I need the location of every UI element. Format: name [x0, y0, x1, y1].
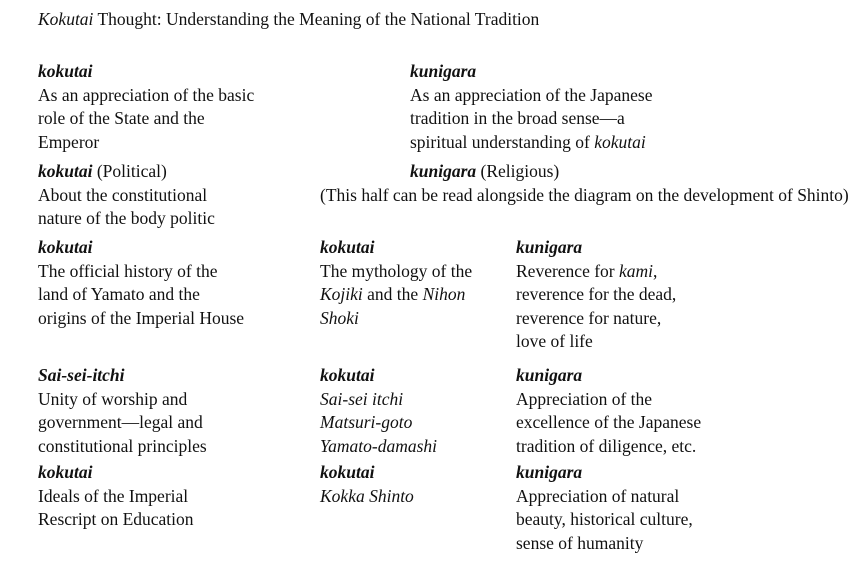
- row2-left-heading: [38, 160, 215, 184]
- row3-right-comma: ,: [653, 260, 658, 281]
- row5-right-heading: kunigara: [516, 462, 583, 482]
- row3-middle-line2: [320, 283, 472, 307]
- row3-left-heading: kokutai: [38, 237, 93, 257]
- row4-right-heading: kunigara: [516, 365, 583, 385]
- row3-right-line1: [516, 260, 676, 284]
- row5-middle-cell: [320, 461, 414, 508]
- row2-right-heading-term: kunigara: [410, 161, 477, 181]
- row4-middle-cell: [320, 364, 437, 458]
- row5-middle-heading: kokutai: [320, 462, 375, 482]
- row5-left-cell: [38, 461, 194, 532]
- row3-right-line1-plain: Reverence for: [516, 260, 619, 281]
- row4-left-cell: [38, 364, 207, 458]
- row3-middle-nihon: Nihon: [422, 284, 466, 304]
- row4-left-heading: Sai-sei-itchi: [38, 365, 125, 385]
- row3-right-heading: kunigara: [516, 237, 583, 257]
- row1-right-line3: [410, 131, 652, 155]
- row4-right-text: Appreciation of the excellence of the Japanese tradition of diligence, etc.: [516, 388, 702, 456]
- row2-left-text: About the constitutional nature of the body politic: [38, 184, 215, 228]
- row5-left-text: Ideals of the Imperial Rescript on Education: [38, 485, 194, 529]
- row3-left-text: The official history of the land of Yamato and the origins of the Imperial House: [38, 260, 245, 328]
- row3-middle-cell: [320, 236, 472, 330]
- row1-right-line1: As an appreciation of the Japanese: [410, 84, 653, 105]
- row2-right-heading: [320, 160, 849, 184]
- row3-middle-line1: The mythology of the: [320, 260, 473, 281]
- title-rest: Thought: Understanding the Meaning of the National Tradition: [93, 9, 540, 29]
- row4-middle-heading: kokutai: [320, 365, 375, 385]
- row1-right-heading: kunigara: [410, 61, 477, 81]
- row4-right-cell: [516, 364, 701, 458]
- row3-left-cell: [38, 236, 244, 330]
- row3-middle-line3: Shoki: [320, 307, 359, 328]
- row5-right-cell: [516, 461, 693, 555]
- row3-right-kami: kami: [619, 260, 654, 281]
- row5-right-text: Appreciation of natural beauty, historical culture, sense of humanity: [516, 485, 693, 553]
- row1-left-heading: kokutai: [38, 61, 93, 81]
- row1-right-line3-italic: kokutai: [594, 131, 646, 152]
- row3-middle-and: and the: [362, 284, 423, 304]
- row5-middle-text: Kokka Shinto: [320, 485, 414, 506]
- row3-middle-kojiki: Kojiki: [320, 284, 363, 304]
- row4-left-text: Unity of worship and government—legal and constitutional principles: [38, 388, 207, 456]
- row1-right-line2: tradition in the broad sense—a: [410, 108, 625, 128]
- title-italic-term: Kokutai: [38, 9, 94, 29]
- row2-right-qualifier: (Religious): [476, 161, 560, 181]
- row5-left-heading: kokutai: [38, 462, 93, 482]
- row2-left-cell: [38, 160, 215, 231]
- row3-middle-heading: kokutai: [320, 237, 375, 257]
- row4-middle-text: Sai-sei itchi Matsuri-goto Yamato-damashi: [320, 388, 438, 456]
- row3-right-cell: [516, 236, 676, 354]
- row2-right-note: (This half can be read alongside the diagram on the development of Shinto): [320, 184, 849, 205]
- row3-right-rest: reverence for the dead, reverence for nature, love of life: [516, 284, 677, 351]
- row2-left-qualifier: (Political): [92, 161, 167, 181]
- page-title: [38, 8, 539, 32]
- row2-right-cell: [320, 160, 849, 207]
- row1-left-text: As an appreciation of the basic role of the State and the Emperor: [38, 84, 255, 152]
- row1-right-cell: [410, 60, 652, 154]
- row2-left-heading-term: kokutai: [38, 161, 93, 181]
- row1-right-line3-plain: spiritual understanding of: [410, 131, 595, 152]
- row1-left-cell: [38, 60, 254, 154]
